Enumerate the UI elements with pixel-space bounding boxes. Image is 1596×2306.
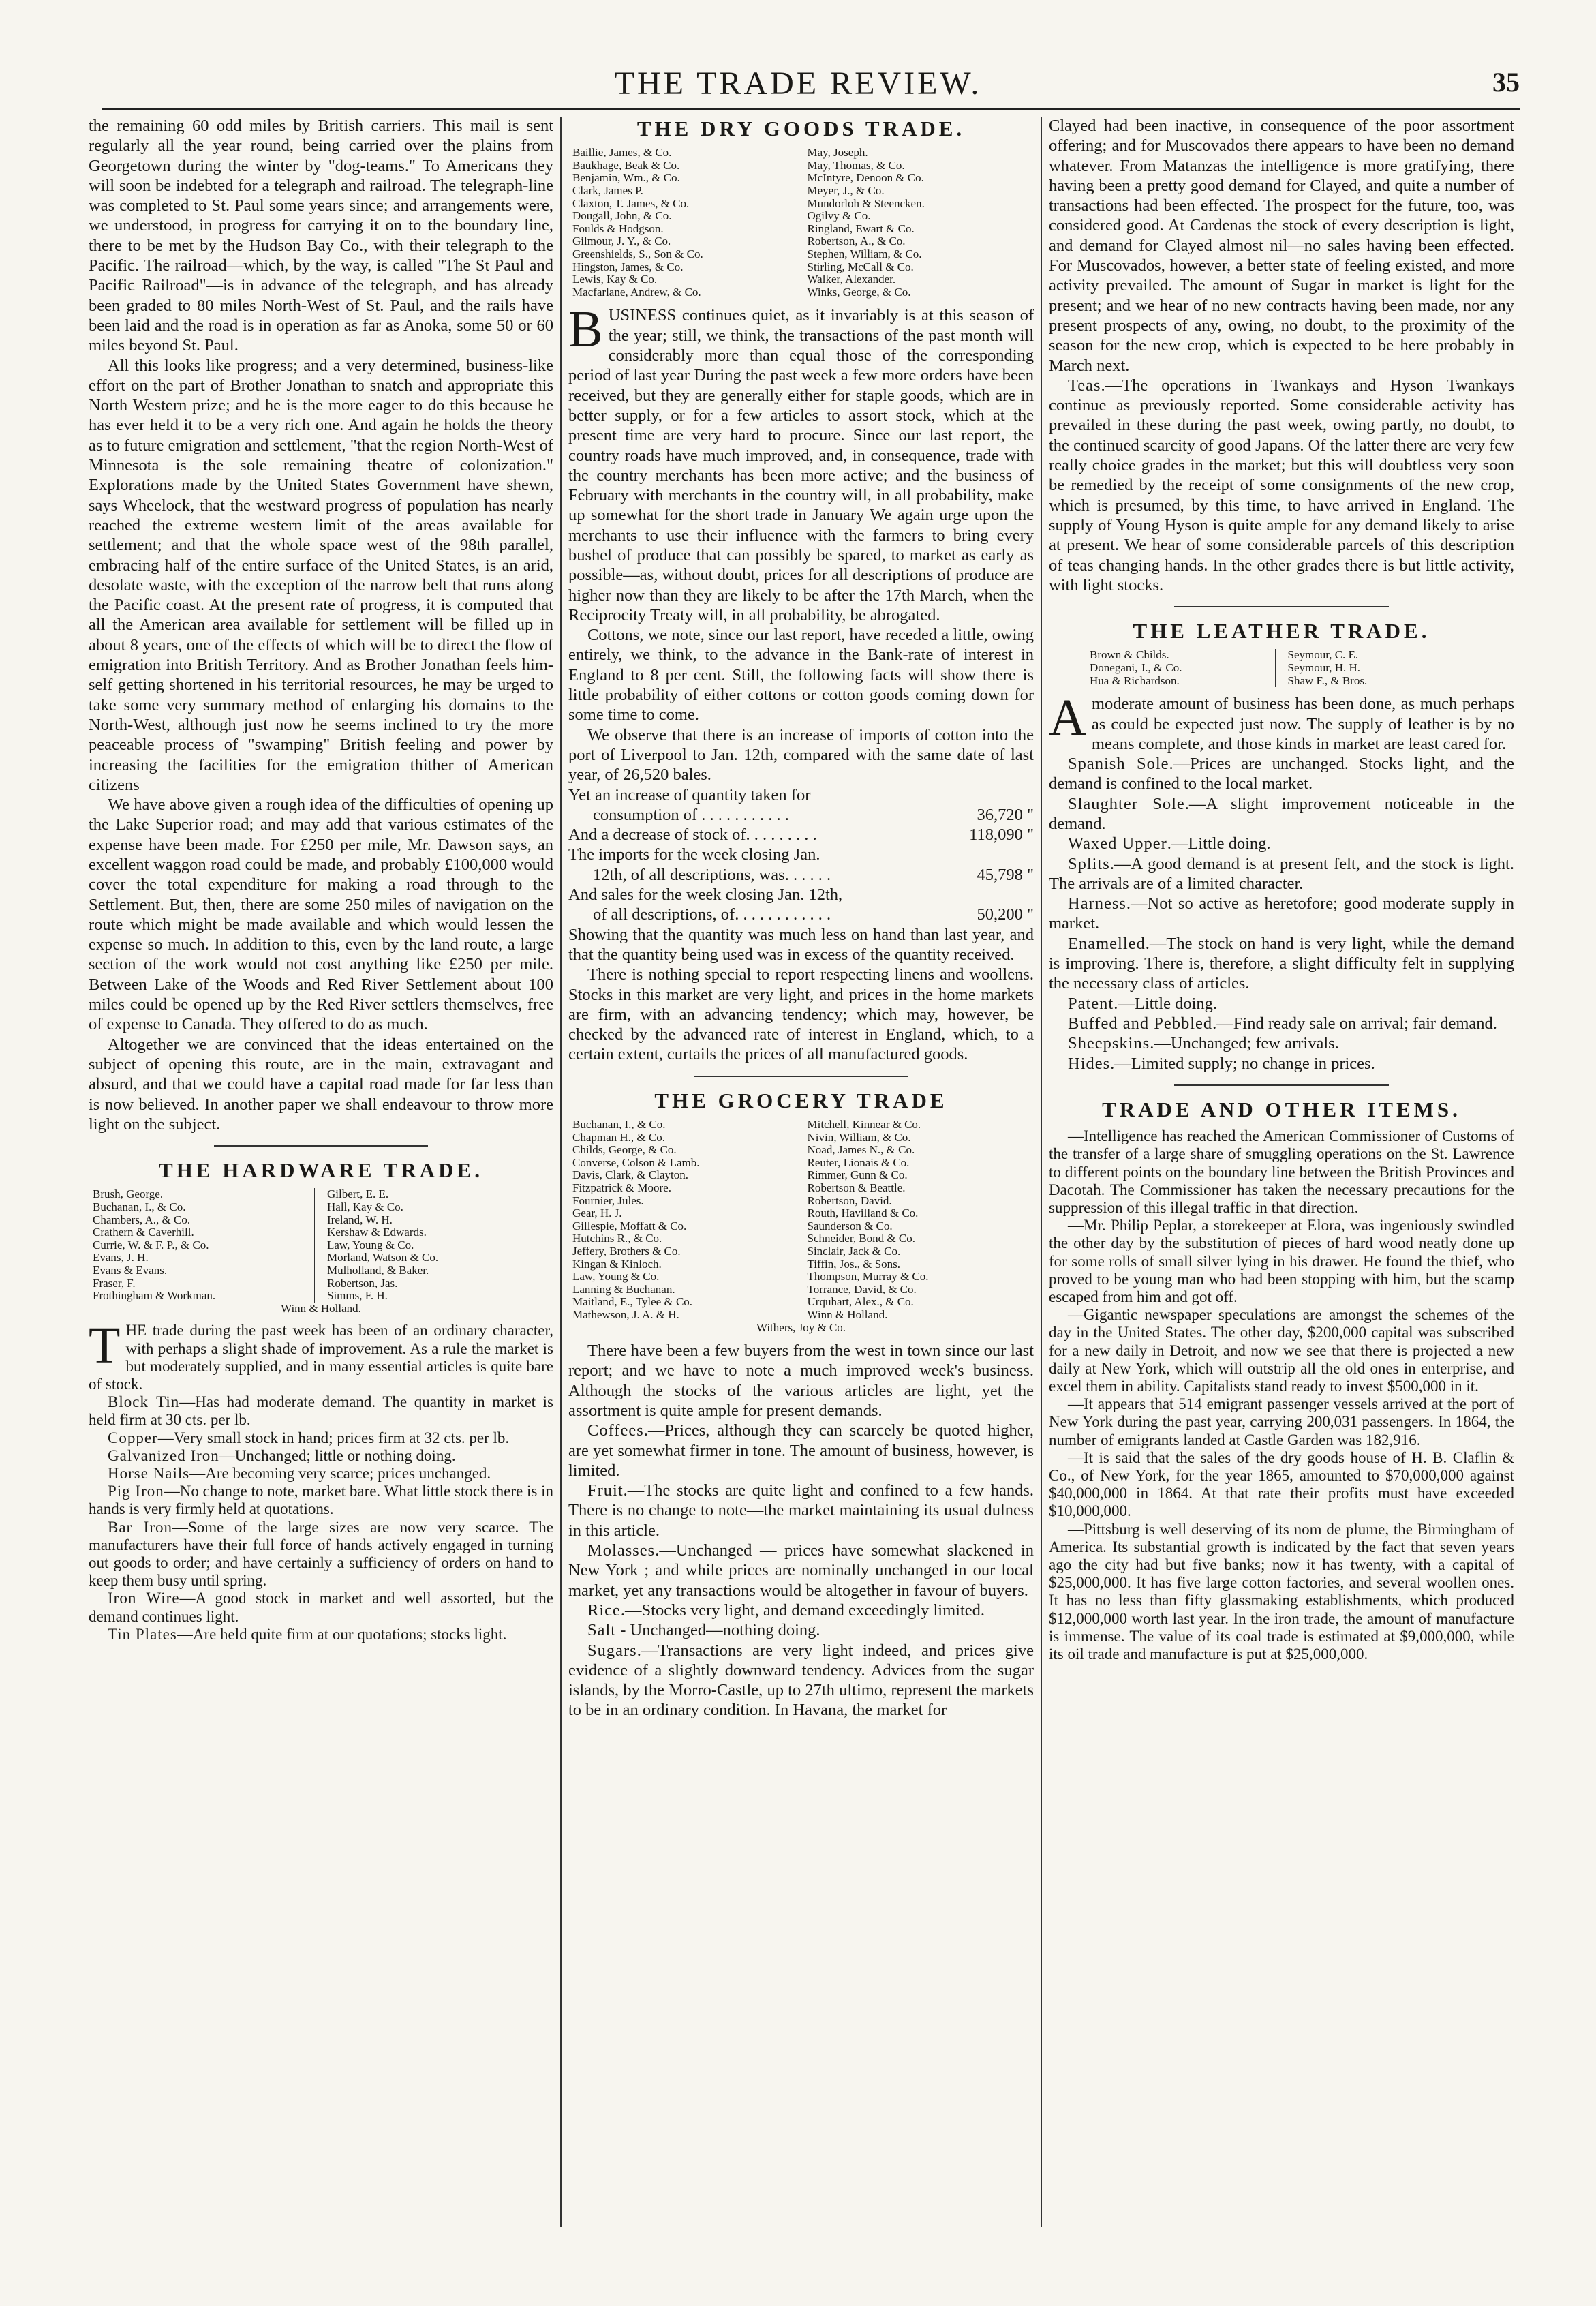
grocery-firms: [572, 1119, 1030, 1334]
firm-name: Foulds & Hodgson.: [572, 222, 664, 235]
firm-name: Nivin, William, & Co.: [807, 1130, 911, 1144]
grocery-item: [568, 1541, 1034, 1600]
item-text: —Unchanged; little or nothing doing.: [219, 1446, 456, 1464]
column-divider-2: [1041, 117, 1042, 2227]
column-1: [89, 116, 553, 2236]
row-value: 45,798 ": [977, 865, 1034, 884]
item-label: Sugars: [587, 1641, 637, 1660]
firm-name: Dougall, John, & Co.: [572, 209, 672, 223]
leather-item: [1049, 854, 1514, 894]
item-text: —Are becoming very scarce; prices unchanged.: [189, 1465, 491, 1482]
grocery-intro: There have been a few buyers from the west in town since our last report; and we have to note a much improved week's business. Although the stocks of the various articles are light, yet the assortment is quite ample for present demands.: [568, 1341, 1034, 1420]
hardware-item: [89, 1393, 553, 1429]
firm-name: Converse, Colson & Lamb.: [572, 1155, 700, 1169]
row-label: Yet an increase of quantity taken for: [568, 785, 811, 804]
firm-name: Robertson, David.: [807, 1194, 892, 1207]
firm-name: Benjamin, Wm., & Co.: [572, 171, 680, 185]
firm-name: Kershaw & Edwards.: [327, 1226, 427, 1239]
row-label: consumption of . . . . . . . . . . .: [593, 805, 789, 824]
news-item: —Gigantic newspaper speculations are amongst the schemes of the day in the United States. The other day, $200,000 capital was subscribed for a new daily in Detroit, and now we see that there is projected a new daily at New York, which will outstrip all the old ones in enterprise, and excel them in ability. Capitalists stand ready to invest $500,000 in it.: [1049, 1306, 1514, 1395]
firm-name: Hall, Kay & Co.: [327, 1200, 403, 1214]
firm-name: Winks, George, & Co.: [807, 285, 911, 299]
grocery-heading: THE GROCERY TRADE: [654, 1088, 948, 1112]
firm-name: Thompson, Murray & Co.: [807, 1270, 929, 1284]
item-text: .—Transactions are very light indeed, and prices give evidence of a slightly downward tendency. Advices from the sugar islands, by the Morro-Castle, up to 27th ultimo, represent the markets to be in an ordinary condition. In Havana, the market for: [568, 1641, 1034, 1720]
firm-name: McIntyre, Denoon & Co.: [807, 171, 924, 185]
item-label: Pig Iron: [108, 1483, 164, 1500]
news-item: —Intelligence has reached the American Commissioner of Customs of the transfer of a large share of smuggling operations on the St. Lawrence to different points on the boundary line between the British Provinces and Dacotah. The Commissioner has taken the necessary precautions for the suppression of this illegal traffic in that direction.: [1049, 1127, 1514, 1216]
firm-name: Fournier, Jules.: [572, 1194, 644, 1207]
row-value: 50,200 ": [977, 905, 1034, 924]
firm-name: Gillespie, Moffatt & Co.: [572, 1219, 687, 1232]
row-label: of all descriptions, of. . . . . . . . . . . .: [593, 905, 831, 924]
item-label: Enamelled: [1068, 934, 1146, 953]
firm-name: Sinclair, Jack & Co.: [807, 1244, 901, 1258]
item-label: Patent: [1068, 994, 1114, 1013]
item-label: Waxed Upper: [1068, 834, 1167, 853]
firm-name: Urquhart, Alex., & Co.: [807, 1295, 914, 1309]
dry-goods-observe: We observe that there is an increase of imports of cotton into the port of Liverpool to Jan. 12th, compared with the same date of last year, of 26,520 bales.: [568, 725, 1034, 785]
item-label: Rice: [587, 1600, 621, 1620]
item-text: .—The stocks are quite light and confined to a few hands. There is no change to note—the market maintaining its usual dulness in this article.: [568, 1481, 1034, 1540]
col1-para-1: the remaining 60 odd miles by British carriers. This mail is sent regularly all the year round, being carried over the plains from Georgetown during the winter by "dog-teams." To Americans they will soon be indebted for a telegraph and railroad. The telegraph-line was completed to St. Paul some years since; and arrangements were, we understood, in progress for carrying it on to the boundary line, there to be met by the Hudson Bay Co., with their telegraph to the Pacific. The railroad—which, by the way, is called "The St Paul and Pacific Railroad"—is in advance of the telegraph, and has already been graded to 80 miles North-West of St. Paul, and the rails have been laid and the road is in operation as far as Anoka, some 50 or 60 miles beyond St. Paul.: [89, 117, 553, 355]
cotton-table-row: [568, 805, 1034, 825]
hardware-item: [89, 1465, 553, 1483]
firm-name: Mundorloh & Steencken.: [807, 196, 925, 210]
leather-intro-text: moderate amount of business has been done, as much perhaps as could be expected just now. The supply of leather is by no means complete, and those kinds in market are least cared for.: [1091, 695, 1514, 753]
firm-name: Hua & Richardson.: [1090, 673, 1180, 687]
news-item: —Pittsburg is well deserving of its nom de plume, the Birmingham of America. Its substantial growth is indicated by the fact that seven years ago the city had but five banks; now it has twenty, with a capital of $25,000,000. It has five large cotton factories, and several woollen ones. It has no less than fifty glassmaking establishments, which produced $12,000,000 worth last year. In the iron trade, the amount of manufacture is immense. The value of its coal trade is estimated at $9,000,000, while its oil trade and manufacture is put at $25,000,000.: [1049, 1520, 1514, 1663]
item-text: .—A slight improvement noticeable in the demand.: [1049, 794, 1514, 833]
firm-name: Buchanan, I., & Co.: [572, 1118, 666, 1131]
firm-name: Kingan & Kinloch.: [572, 1257, 662, 1271]
item-text: —Has had moderate demand. The quantity in market is held firm at 30 cts. per lb.: [89, 1393, 553, 1429]
firm-name: Gilbert, E. E.: [327, 1187, 389, 1201]
firm-name: May, Thomas, & Co.: [807, 158, 905, 172]
drop-cap: T: [89, 1317, 121, 1375]
leather-firms-left: [1090, 649, 1276, 687]
item-text: .—Little doing.: [1114, 994, 1217, 1013]
item-text: —Some of the large sizes are now very scarce. The manufacturers have their full force of hands actively engaged in turning out goods to order; and have certainly a sufficiency of orders on hand to keep them busy until spring.: [89, 1518, 553, 1590]
firm-name: Withers, Joy & Co.: [756, 1320, 846, 1334]
leather-item: [1049, 994, 1514, 1014]
row-label: And a decrease of stock of. . . . . . . . .: [568, 825, 817, 845]
item-label: Harness: [1068, 894, 1126, 913]
column-3: [1049, 116, 1514, 2236]
grocery-item: [568, 1421, 1034, 1481]
row-label: And sales for the week closing Jan. 12th,: [568, 885, 843, 905]
news-item: —It appears that 514 emigrant passenger vessels arrived at the port of New York during the past year, carrying 200,031 passengers. In 1864, the number of emigrants landed at Castle Garden was 182,916.: [1049, 1395, 1514, 1448]
leather-item: [1049, 934, 1514, 994]
news-item: —Mr. Philip Peplar, a storekeeper at Elora, was ingeniously swindled the other day by the substitution of pieces of hard wood neatly done up for some rolls of small silver lying in his drawer. He found the thief, who proved to be young man who had been stopping with him, but the scamp escaped from him and got off.: [1049, 1217, 1514, 1305]
item-label: Teas: [1068, 376, 1101, 395]
firm-name: Winn & Holland.: [281, 1301, 361, 1315]
item-label: Iron Wire: [108, 1590, 180, 1607]
firm-name: Reuter, Lionais & Co.: [807, 1155, 910, 1169]
separator-rule: [694, 1076, 908, 1077]
item-text: .—Unchanged; few arrivals.: [1150, 1034, 1339, 1053]
hardware-item: [89, 1429, 553, 1447]
firm-name: Winn & Holland.: [807, 1307, 888, 1321]
firm-name: Hutchins R., & Co.: [572, 1232, 662, 1245]
firm-name: Simms, F. H.: [327, 1289, 388, 1303]
grocery-firms-right: [808, 1119, 1030, 1322]
item-label: Sheepskins: [1068, 1034, 1150, 1053]
row-label: 12th, of all descriptions, was. . . . . .: [593, 865, 831, 884]
firm-name: Chapman H., & Co.: [572, 1130, 665, 1144]
drop-cap: B: [568, 301, 603, 359]
firm-name: Fraser, F.: [93, 1276, 136, 1290]
firm-name: Lanning & Buchanan.: [572, 1282, 675, 1296]
leather-intro: [1049, 689, 1514, 754]
firm-name: Lewis, Kay & Co.: [572, 273, 658, 286]
news-item: —It is said that the sales of the dry goods house of H. B. Claflin & Co., of New York, for the year 1865, amounted to $70,000,000 against $40,000,000 in 1864. At that rate their profits must have exceeded $10,000,000.: [1049, 1448, 1514, 1520]
row-value: 118,090 ": [969, 825, 1034, 845]
firm-name: Fitzpatrick & Moore.: [572, 1181, 671, 1194]
row-label: The imports for the week closing Jan.: [568, 845, 820, 864]
grocery-item: [568, 1620, 1034, 1640]
dry-goods-intro-text: USINESS continues quiet, as it invariably is at this season of the year; still, we think, the transactions of the past month will considerably more than equal those of the corresponding period of last year During the past week a few more orders have been received, but they are generally either for staple goods, which are in better supply, or for a few articles to assort stock, which at the present time are very hard to procure. Since our last report, the country roads have much improved, and, in consequence, trade with the country merchants has been more active; and the business of February with merchants in the country will, in all probability, make up somewhat for the short trade in January We again urge upon the merchants to use their influence with the farmers to bring every bushel of produce that can possibly be spared, to market as early as possible—as, without doubt, prices for all descriptions of produce are higher now than they are likely to be after the 17th March, when the Reciprocity Treaty will, in all probability, be abrogated.: [568, 306, 1034, 624]
drop-cap: A: [1049, 689, 1086, 747]
item-text: - Unchanged—nothing doing.: [616, 1621, 820, 1640]
leather-item: [1049, 834, 1514, 853]
firm-name: May, Joseph.: [807, 146, 868, 160]
firm-name: Tiffin, Jos., & Sons.: [807, 1257, 901, 1271]
dry-goods-firms-right: [808, 147, 1030, 299]
firm-name: Mulholland, & Baker.: [327, 1264, 429, 1277]
hardware-item: [89, 1519, 553, 1590]
firm-name: Davis, Clark, & Clayton.: [572, 1168, 688, 1182]
firm-name: Walker, Alexander.: [807, 273, 896, 286]
firm-name: Mitchell, Kinnear & Co.: [807, 1118, 921, 1131]
firm-name: Ringland, Ewart & Co.: [807, 222, 915, 235]
leather-item: [1049, 1014, 1514, 1033]
col1-para-4: Altogether we are convinced that the ideas entertained on the subject of opening this route, are in the main, extravagant and absurd, and that we could have a capital road made for far less than is now believed. In another paper we shall endeavour to throw more light on the subject.: [89, 1035, 553, 1134]
firm-name: Macfarlane, Andrew, & Co.: [572, 285, 701, 299]
hardware-item: [89, 1626, 553, 1643]
cotton-table-row: [568, 825, 1034, 845]
dry-goods-firms-left: [572, 147, 795, 299]
firm-name: Stephen, William, & Co.: [807, 247, 922, 261]
firm-name: Law, Young & Co.: [327, 1238, 414, 1251]
leather-firms-right: [1288, 649, 1474, 687]
firm-name: Noad, James N., & Co.: [807, 1143, 915, 1157]
item-text: .—Not so active as heretofore; good moderate supply in market.: [1049, 894, 1514, 933]
hardware-firms-left: [93, 1188, 315, 1302]
firm-name: Currie, W. & F. P., & Co.: [93, 1238, 209, 1251]
page-number: 35: [1492, 67, 1520, 97]
cotton-table-row: [568, 885, 1034, 905]
hardware-intro: [89, 1317, 553, 1393]
item-label: Tin Plates: [108, 1625, 177, 1643]
item-label: Fruit: [587, 1481, 624, 1500]
item-label: Copper: [108, 1429, 158, 1446]
dry-goods-intro: [568, 301, 1034, 625]
item-text: —No change to note, market bare. What little stock there is in hands is very firmly held at quotations.: [89, 1483, 553, 1518]
firm-name: Buchanan, I., & Co.: [93, 1200, 186, 1214]
firm-name: Ogilvy & Co.: [807, 209, 871, 223]
firm-name: Torrance, David, & Co.: [807, 1282, 917, 1296]
masthead-rule: [102, 108, 1520, 110]
items-heading: TRADE AND OTHER ITEMS.: [1102, 1097, 1461, 1121]
item-label: Coffees: [587, 1421, 644, 1440]
cotton-table-row: [568, 865, 1034, 885]
item-text: .—Find ready sale on arrival; fair demand.: [1212, 1014, 1497, 1033]
firm-name: Baillie, James, & Co.: [572, 146, 672, 160]
leather-item: [1049, 894, 1514, 934]
leather-item: [1049, 1054, 1514, 1074]
dry-goods-linens: There is nothing special to report respecting linens and woollens. Stocks in this market are very light, and prices in the home markets are firm, with an advancing tendency; which may, however, be checked by the advanced rate of interest in England, which, to a certain extent, curtails the prices of all manufactured goods.: [568, 965, 1034, 1064]
item-label: Block Tin: [108, 1393, 180, 1411]
firm-name: Gear, H. J.: [572, 1207, 622, 1220]
hardware-firms: [93, 1188, 549, 1315]
cotton-table-row: [568, 785, 1034, 805]
grocery-item: [568, 1600, 1034, 1620]
item-label: Hides: [1068, 1054, 1111, 1073]
separator-rule: [1174, 606, 1388, 607]
item-label: Horse Nails: [108, 1465, 190, 1482]
firm-name: Stirling, McCall & Co.: [807, 260, 914, 273]
cotton-table-row: [568, 845, 1034, 864]
item-label: Slaughter Sole: [1068, 794, 1185, 813]
leather-firms: [1090, 649, 1473, 687]
item-text: .—Unchanged — prices have somewhat slackened in New York ; and while prices are nominally unchanged in our local market, yet any transactions would be altogether in favour of buyers.: [568, 1541, 1034, 1600]
firm-name: Donegani, J., & Co.: [1090, 661, 1182, 675]
item-label: Splits: [1068, 854, 1110, 873]
firm-name: Greenshields, S., Son & Co.: [572, 247, 703, 261]
col1-para-3: We have above given a rough idea of the difficulties of opening up the Lake Superior road; and may add that various estimates of the expense have been made. For £250 per mile, Mr. Dawson says, an excellent waggon road could be made, and probably £100,000 would cover the total expenditure for making a road through to the Settlement. But, then, there are some 250 miles of navigation on the route which might be made available and which would lessen the expense so much. In addition to this, even by the land route, a large section of the work would not cost anything like £250 per mile. Between Lake of the Woods and Red River Settlement about 100 miles could be opened up by the Red River settlers themselves, free of expense to Canada. They offered to do as much.: [89, 795, 553, 1034]
grocery-item: [568, 1481, 1034, 1541]
item-text: .—The stock on hand is very light, while the demand is improving. There is, therefore, a slight difficulty felt in supplying the necessary class of articles.: [1049, 934, 1514, 993]
firm-name: Seymour, C. E.: [1287, 648, 1359, 662]
separator-rule: [214, 1145, 428, 1147]
column-divider-1: [560, 117, 562, 2227]
item-text: .—Little doing.: [1167, 834, 1271, 853]
firm-name: Brush, George.: [93, 1187, 164, 1201]
leather-item: [1049, 794, 1514, 834]
item-text: —A good stock in market and well assorted, but the demand continues light.: [89, 1590, 553, 1625]
firm-name: Frothingham & Workman.: [93, 1289, 216, 1303]
firm-name: Robertson & Beattle.: [807, 1181, 906, 1194]
cotton-table-row: [568, 905, 1034, 924]
hardware-intro-text: HE trade during the past week has been of an ordinary character, with perhaps a slight shade of improvement. As a rule the market is but moderately supplied, and in many essential articles is quite bare of stock.: [89, 1322, 553, 1393]
firm-name: Meyer, J., & Co.: [807, 184, 885, 198]
item-label: Spanish Sole: [1068, 755, 1169, 774]
grocery-item: [568, 1641, 1034, 1720]
masthead-title: THE TRADE REVIEW.: [614, 65, 982, 102]
dry-goods-showing: Showing that the quantity was much less on hand than last year, and that the quantity being used was in excess of the quantity received.: [568, 925, 1034, 964]
item-text: .—Prices, although they can scarcely be quoted higher, are yet somewhat firmer in tone. The amount of business, however, is limited.: [568, 1421, 1034, 1480]
item-label: Salt: [587, 1621, 617, 1640]
item-label: Molasses: [587, 1541, 656, 1560]
firm-name: Robertson, A., & Co.: [807, 234, 906, 248]
firm-name: Saunderson & Co.: [807, 1219, 893, 1232]
firm-name: Brown & Childs.: [1090, 648, 1169, 662]
firm-name: Robertson, Jas.: [327, 1276, 398, 1290]
firm-name: Childs, George, & Co.: [572, 1143, 677, 1157]
item-label: Galvanized Iron: [108, 1446, 219, 1464]
firm-name: Crathern & Caverhill.: [93, 1226, 194, 1239]
grocery-firms-left: [572, 1119, 795, 1322]
firm-name: Baukhage, Beak & Co.: [572, 158, 680, 172]
separator-rule: [1174, 1084, 1388, 1086]
col3-para-1: Clayed had been inactive, in consequence of the poor assortment offering; and for Muscovados there appears to have been no demand whatever. From Matanzas the intelligence is more gratifying, there having been a pretty good demand for Clayed, and quite a number of transactions had been effected. The prospect for the future, too, was considered good. At Cardenas the stock of every description is light, and demand for Clayed almost nil—no sales having been effected. For Muscovados, however, a better state of feeling existed, and more activity prevailed. The amount of Sugar in market is light for the present; and we hear of no new contracts having been made, nor any present prospects of any, owing, no doubt, to the proximity of the season for the new crop, which is expected to be here probably in March next.: [1049, 117, 1514, 375]
firm-name: Jeffery, Brothers & Co.: [572, 1244, 681, 1258]
firm-name: Mathewson, J. A. & H.: [572, 1307, 679, 1321]
item-label: Buffed and Pebbled: [1068, 1014, 1213, 1033]
dry-goods-cottons: Cottons, we note, since our last report, have receded a little, owing entirely, we think, to the advance in the Bank-rate of interest in England to 8 per cent. Still, the following facts will show there is little probability of either cottons or cotton goods coming down for some time to come.: [568, 626, 1034, 725]
dry-goods-heading: THE DRY GOODS TRADE.: [636, 117, 966, 140]
firm-name: Seymour, H. H.: [1287, 661, 1361, 675]
leather-heading: THE LEATHER TRADE.: [1133, 619, 1430, 643]
teas-paragraph: [1049, 376, 1514, 595]
row-value: 36,720 ": [977, 805, 1034, 824]
firm-name: Gilmour, J. Y., & Co.: [572, 234, 671, 248]
firm-name: Morland, Watson & Co.: [327, 1251, 439, 1264]
cotton-table: [568, 785, 1034, 925]
firm-name: Evans & Evans.: [93, 1264, 168, 1277]
hardware-item: [89, 1483, 553, 1518]
item-text: .—Stocks very light, and demand exceedingly limited.: [620, 1600, 985, 1620]
firm-name: Clark, James P.: [572, 184, 643, 198]
hardware-firms-right: [327, 1188, 549, 1302]
hardware-item: [89, 1590, 553, 1625]
column-2: [568, 116, 1034, 2236]
firm-name: Law, Young & Co.: [572, 1270, 660, 1284]
dry-goods-firms: [572, 147, 1030, 299]
item-label: Bar Iron: [108, 1518, 172, 1536]
firm-name: Schneider, Bond & Co.: [807, 1232, 915, 1245]
col1-para-2: All this looks like progress; and a very determined, business-like effort on the part of Brother Jonathan to snatch and appropriate this North Western prize; and he is the more eager to do this because he has ever held it to be a very rich one. And again he holds the theory as to future emigration and settlement, "that the region North-West of Minnesota is the sole remaining theatre of colonization." Explorations made by the United States Government have shewn, says Wheelock, that the westward progress of population has nearly reached the extreme western limit of the areas available for settlement; and that the whole space west of the 98th parallel, embracing half of the entire surface of the United States, is an arid, desolate waste, with the exception of the narrow belt that runs along the Pacific coast. At the present rate of progress, it is computed that all the American area available for settlement will be filled up in about 8 years, one of the effects of which will be to direct the flow of emigration into British Territory. And as Brother Jonathan feels him-self getting shortened in his territorial resources, he may be urged to take some very summary method of enlarging his domains to the North-West, although just now he seems inclined to try the more peaceable process of "swamping" British feeling and power by increasing the facilities for the emigration thither of American citizens: [89, 356, 553, 794]
leather-item: [1049, 1033, 1514, 1053]
item-text: .—Prices are unchanged. Stocks light, and the demand is confined to the local market.: [1049, 755, 1514, 793]
item-text: .—Limited supply; no change in prices.: [1110, 1054, 1375, 1073]
firm-name: Rimmer, Gunn & Co.: [807, 1168, 908, 1182]
item-text: .—The operations in Twankays and Hyson Twankays continue as previously reported. Some considerable activity has prevailed in these during the past week, owing partly, no doubt, to the continued scarcity of good Japans. Of the latter there are very few really choice grades in the market; but this will doubtless very soon be remedied by the receipt of some consignments of the new crop, which is presumed, by this time, to have arrived in England. The supply of Young Hyson is quite ample for any demand likely to arise at present. We hear of some considerable parcels of this description of teas changing hands. In the other grades there is but little activity, with light stocks.: [1049, 376, 1514, 594]
item-text: —Are held quite firm at our quotations; stocks light.: [177, 1625, 507, 1643]
firm-name: Ireland, W. H.: [327, 1213, 393, 1226]
firm-name: Evans, J. H.: [93, 1251, 149, 1264]
firm-name: Chambers, A., & Co.: [93, 1213, 191, 1226]
hardware-heading: THE HARDWARE TRADE.: [159, 1158, 483, 1183]
firm-name: Maitland, E., Tylee & Co.: [572, 1295, 693, 1309]
firm-name: Shaw F., & Bros.: [1287, 673, 1368, 687]
firm-name: Routh, Havilland & Co.: [807, 1207, 919, 1220]
item-text: —Very small stock in hand; prices firm at 32 cts. per lb.: [157, 1429, 510, 1446]
leather-item: [1049, 754, 1514, 794]
hardware-item: [89, 1447, 553, 1465]
firm-name: Claxton, T. James, & Co.: [572, 196, 690, 210]
item-text: .—A good demand is at present felt, and the stock is light. The arrivals are of a limited character.: [1049, 854, 1514, 893]
firm-name: Hingston, James, & Co.: [572, 260, 684, 273]
